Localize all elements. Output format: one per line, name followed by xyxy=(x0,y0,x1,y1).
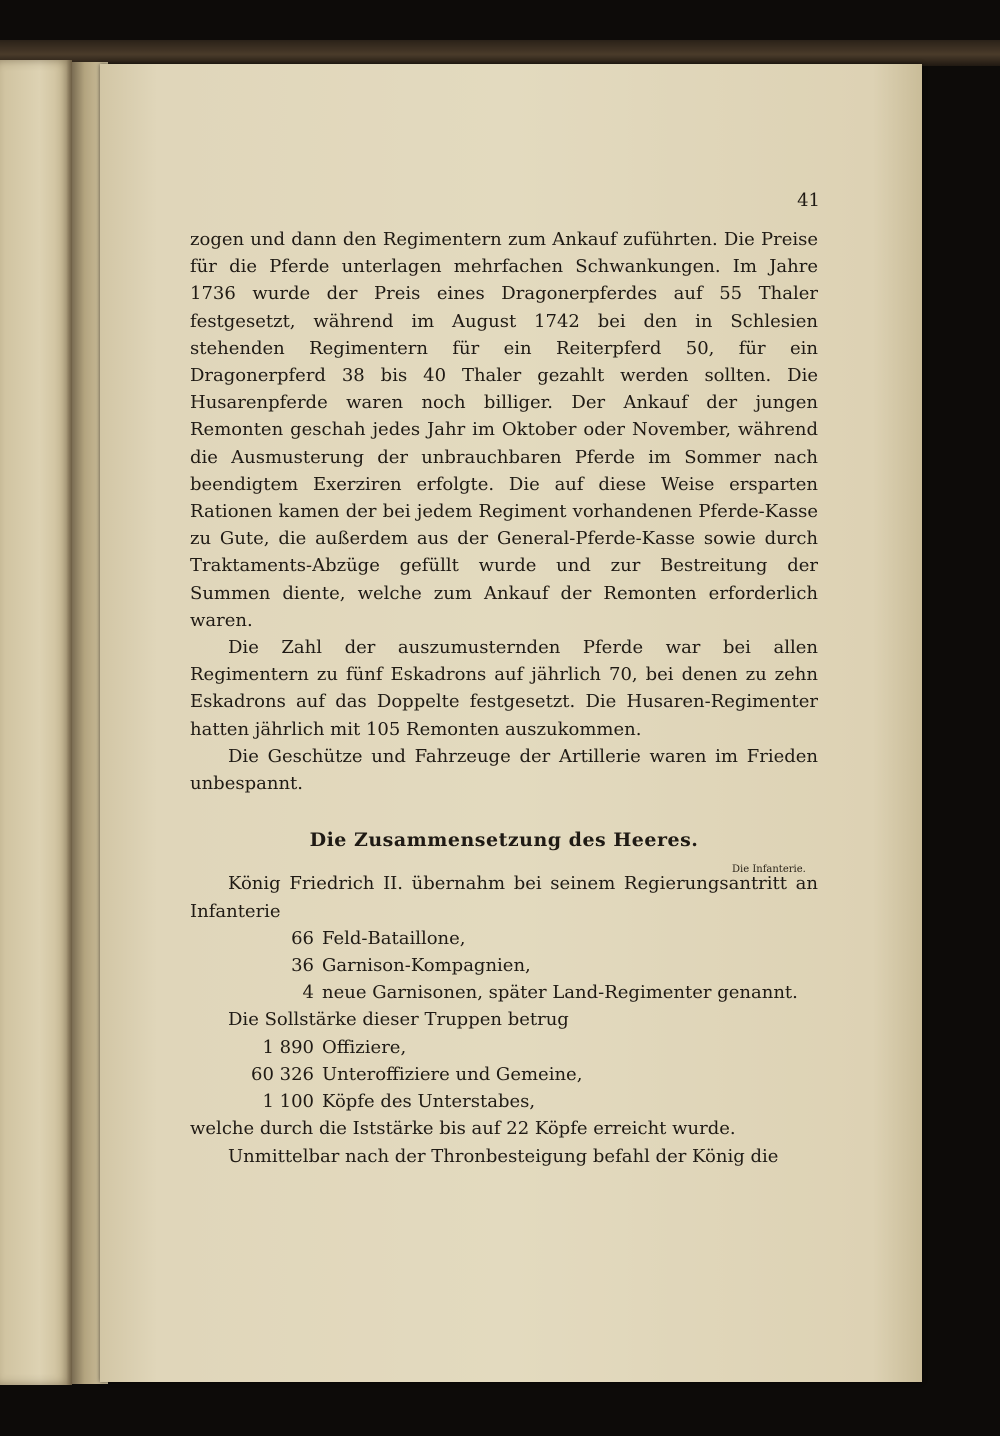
paragraph-mustering: Die Zahl der auszumusternden Pferde war bei allen Regimentern zu fünf Eskadrons auf jährlich 70, bei denen zu zehn Eskadrons auf das Doppelte festgesetzt. Die Husaren-Regimenter hatten jährlich mit 105 Remonten auszukommen. xyxy=(190,637,818,740)
paragraph-closing: Unmittelbar nach der Thronbesteigung befahl der König die xyxy=(228,1145,779,1167)
strength-list xyxy=(190,1034,818,1116)
paragraph-strength-intro: Die Sollstärke dieser Truppen betrug xyxy=(228,1009,569,1031)
book-cover-edge xyxy=(0,40,1000,66)
page-number: 41 xyxy=(797,190,820,211)
list-item: 60 326 Unteroffiziere und Gemeine, xyxy=(251,1063,583,1085)
paragraph-infantry-intro: König Friedrich II. übernahm bei seinem Regierungsantritt an Infanterie xyxy=(190,873,818,922)
list-item: 36 Garnison-Kompagnien, xyxy=(291,955,531,977)
paragraph-artillery: Die Geschütze und Fahrzeuge der Artillerie waren im Frieden unbespannt. xyxy=(190,745,818,795)
list-item: 1 100 Köpfe des Unterstabes, xyxy=(262,1091,536,1113)
left-page-edge xyxy=(0,60,72,1385)
section-heading: Die Zusammensetzung des Heeres. xyxy=(309,829,699,852)
book-page xyxy=(100,64,922,1382)
list-item: 66 Feld-Bataillone, xyxy=(291,927,466,949)
list-item: 4 neue Garnisonen, später Land-Regimenter genannt. xyxy=(302,982,798,1004)
list-item: 1 890 Offiziere, xyxy=(262,1036,407,1058)
marginal-note: Die Infanterie. xyxy=(732,864,806,875)
page-body xyxy=(190,226,818,1170)
paragraph-actual-strength: welche durch die Iststärke bis auf 22 Köpfe erreicht wurde. xyxy=(190,1118,736,1140)
infantry-list xyxy=(190,925,818,1007)
paragraph-horse-prices: zogen und dann den Regimentern zum Ankauf zuführten. Die Preise für die Pferde unterlagen mehrfachen Schwankungen. Im Jahre 1736 wurde der Preis eines Dragonerpferdes auf 55 Thaler festgesetzt, während im August 1742 bei den in Schlesien stehenden Regimentern für ein Reiterpferd 50, für ein Dragonerpferd 38 bis 40 Thaler gezahlt werden sollten. Die Husarenpferde waren noch billiger. Der Ankauf der jungen Remonten geschah jedes Jahr im Oktober oder November, während die Ausmusterung der unbrauchbaren Pferde im Sommer nach beendigtem Exerziren erfolgte. Die auf diese Weise ersparten Rationen kamen der bei jedem Regiment vorhandenen Pferde-Kasse zu Gute, die außerdem aus der General-Pferde-Kasse sowie durch Traktaments-Abzüge gefüllt wurde und zur Bestreitung der Summen diente, welche zum Ankauf der Remonten erforderlich waren. xyxy=(190,229,818,631)
